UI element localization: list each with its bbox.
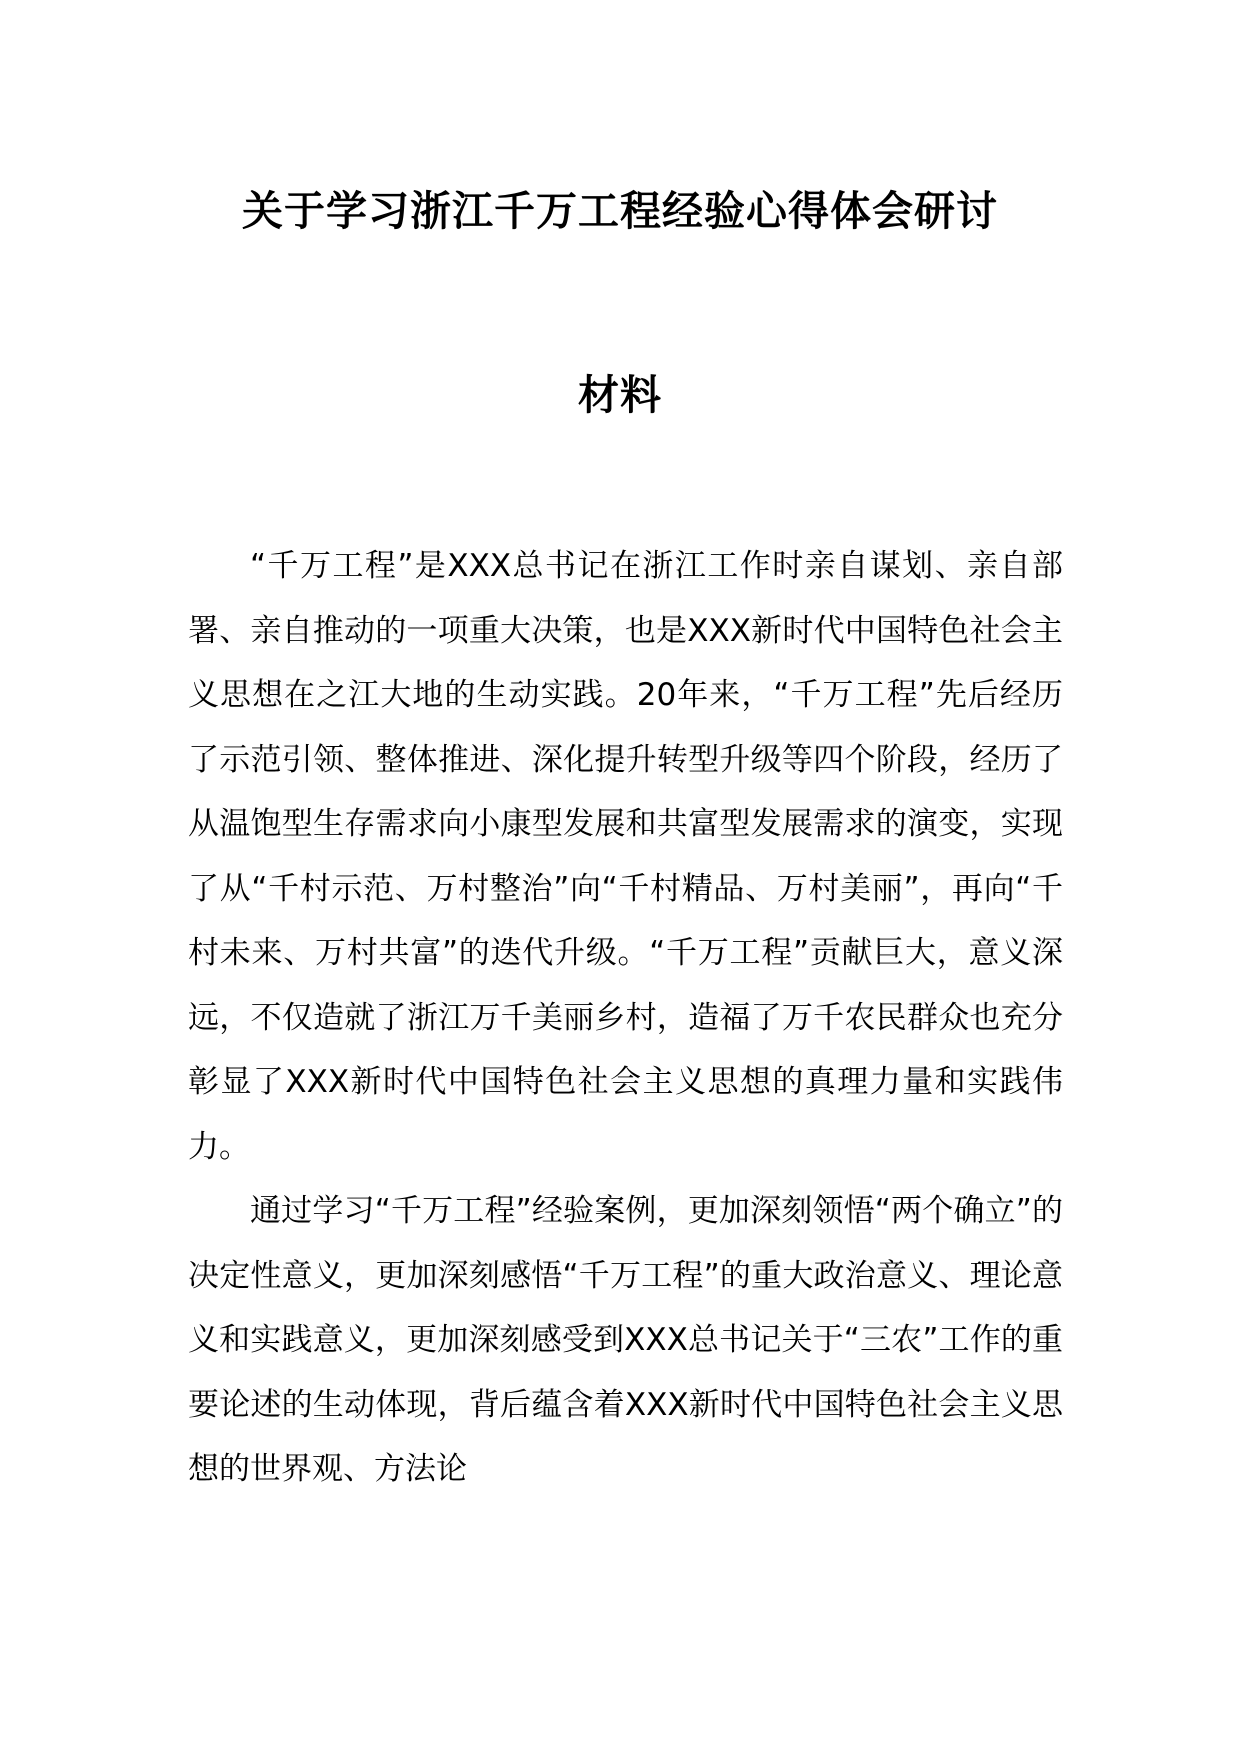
body-paragraph-1: “千万工程”是XXX总书记在浙江工作时亲自谋划、亲自部署、亲自推动的一项重大决策，也是XXX新时代中国特色社会主义思想在之江大地的生动实践。20年来，“千万工程”先后经历了示范引领、整体推进、深化提升转型升级等四个阶段，经历了从温饱型生存需求向小康型发展和共富型发展需求的演变，实现了从“千村示范、万村整治”向“千村精品、万村美丽”，再向“千村未来、万村共富”的迭代升级。“千万工程”贡献巨大，意义深远，不仅造就了浙江万千美丽乡村，造福了万千农民群众也充分彰显了XXX新时代中国特色社会主义思想的真理力量和实践伟力。 (188, 548, 1063, 1165)
document-body (188, 534, 1063, 1502)
document-title-line-2: 材料 (578, 371, 662, 419)
body-paragraph-2: 通过学习“千万工程”经验案例，更加深刻领悟“两个确立”的决定性意义，更加深刻感悟“千万工程”的重大政治意义、理论意义和实践意义，更加深刻感受到XXX总书记关于“三农”工作的重要论述的生动体现，背后蕴含着XXX新时代中国特色社会主义思想的世界观、方法论 (188, 1193, 1063, 1487)
document-title-line-1: 关于学习浙江千万工程经验心得体会研讨 (242, 187, 998, 235)
